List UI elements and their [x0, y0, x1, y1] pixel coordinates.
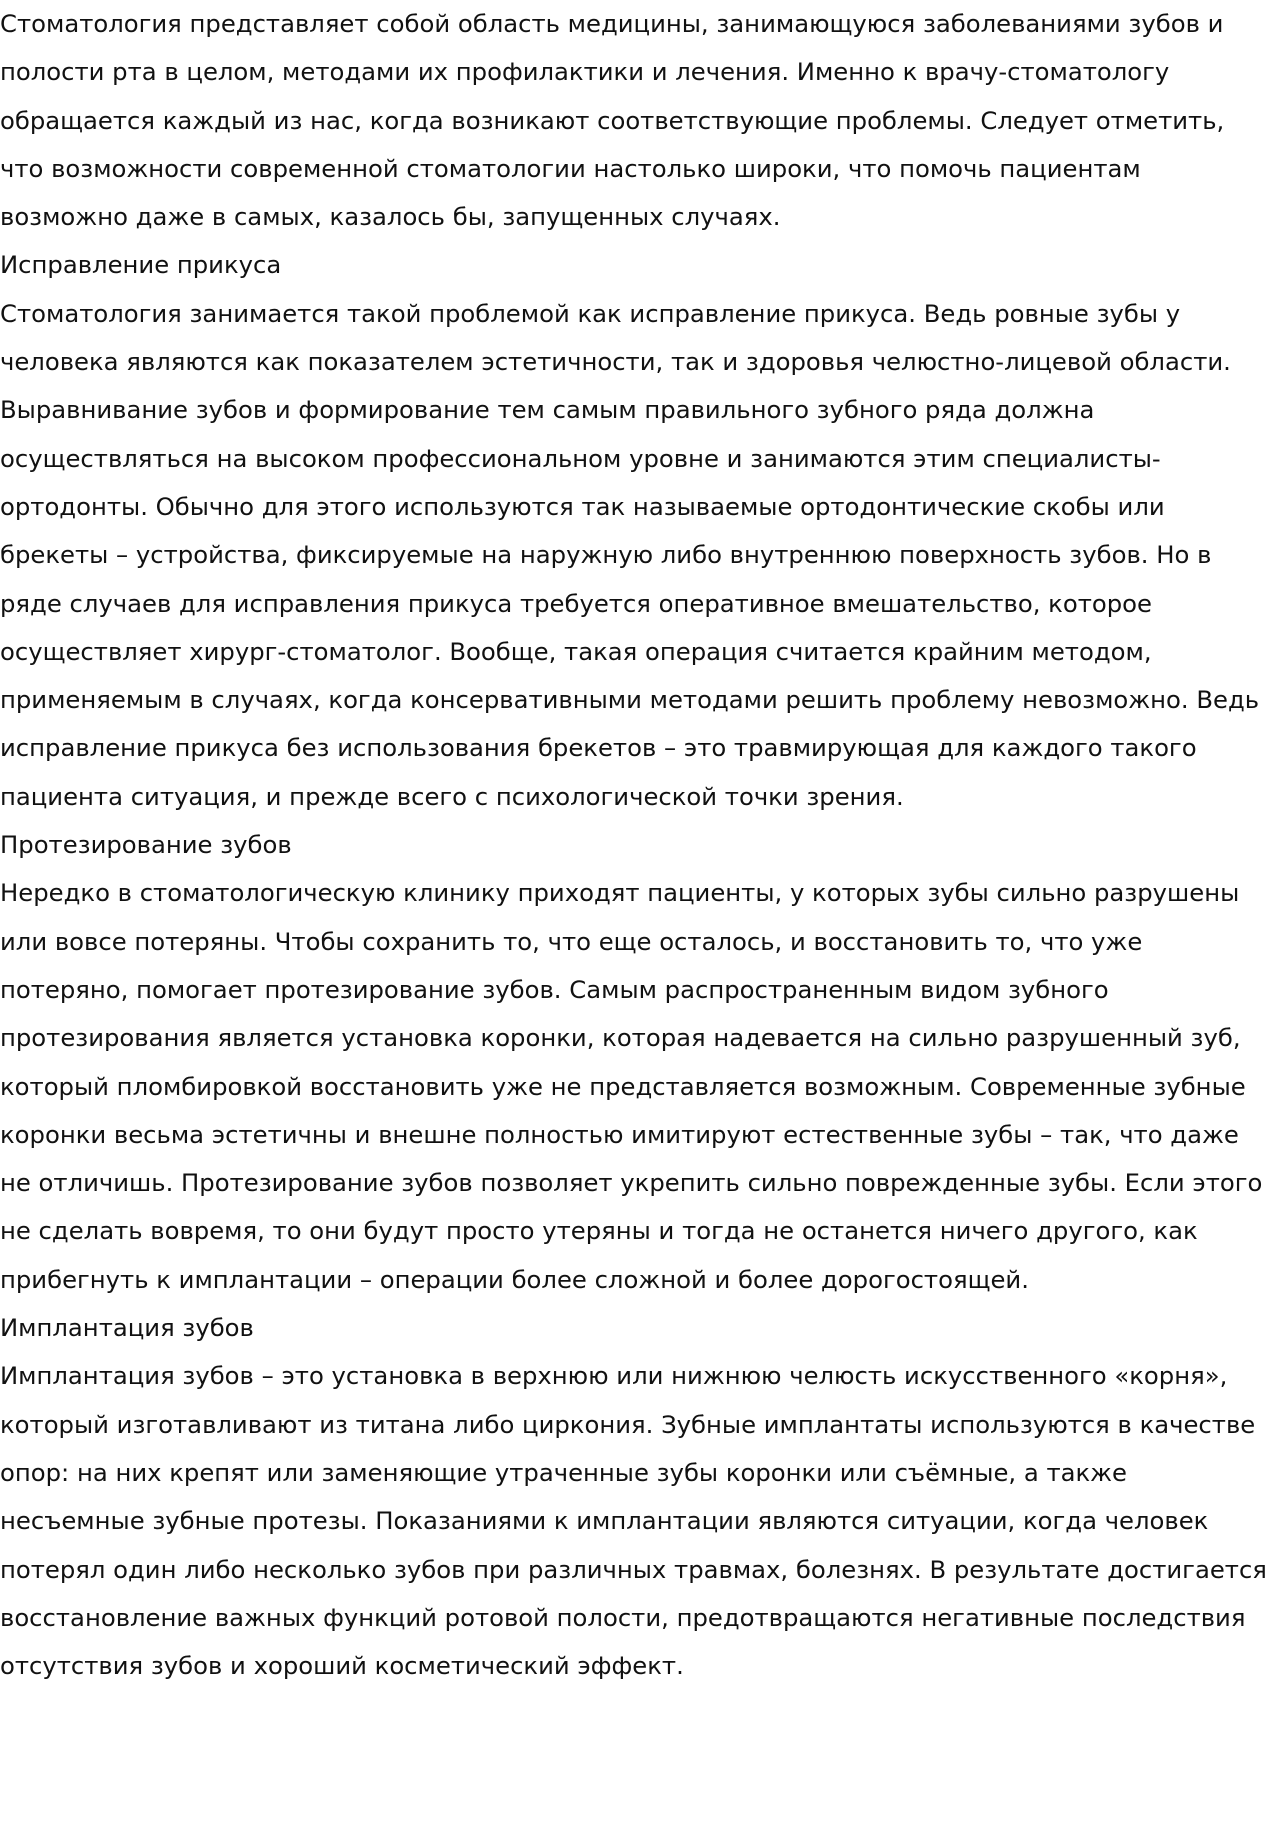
- section-heading-prosthetics: Протезирование зубов: [0, 830, 292, 860]
- section-text-implantation: Имплантация зубов – это установка в верхнюю или нижнюю челюсть искусственного «корня», который изготавливают из титана либо циркония. Зубные имплантаты используются в качестве опор: на них крепят или заменяющие утраченные зубы коронки или съёмные, а также несъемные зубные протезы. Показаниями к имплантации являются ситуации, когда человек потерял один либо несколько зубов при различных травмах, болезнях. В результате достигается восстановление важных функций ротовой полости, предотвращаются негативные последствия отсутствия зубов и хороший косметический эффект.: [0, 1361, 1267, 1681]
- section-text-bite-correction: Стоматология занимается такой проблемой как исправление прикуса. Ведь ровные зубы у человека являются как показателем эстетичности, так и здоровья челюстно-лицевой области. Выравнивание зубов и формирование тем самым правильного зубного ряда должна осуществляться на высоком профессиональном уровне и занимаются этим специалисты-ортодонты. Обычно для этого используются так называемые ортодонтические скобы или брекеты – устройства, фиксируемые на наружную либо внутреннюю поверхность зубов. Но в ряде случаев для исправления прикуса требуется оперативное вмешательство, которое осуществляет хирург-стоматолог. Вообще, такая операция считается крайним методом, применяемым в случаях, когда консервативными методами решить проблему невозможно. Ведь исправление прикуса без использования брекетов – это травмирующая для каждого такого пациента ситуация, и прежде всего с психологической точки зрения.: [0, 298, 1260, 811]
- section-text-prosthetics: Нередко в стоматологическую клинику приходят пациенты, у которых зубы сильно разрушены или вовсе потеряны. Чтобы сохранить то, что еще осталось, и восстановить то, что уже потеряно, помогает протезирование зубов. Самым распространенным видом зубного протезирования является установка коронки, которая надевается на сильно разрушенный зуб, который пломбировкой восстановить уже не представляется возможным. Современные зубные коронки весьма эстетичны и внешне полностью имитируют естественные зубы – так, что даже не отличишь. Протезирование зубов позволяет укрепить сильно поврежденные зубы. Если этого не сделать вовремя, то они будут просто утеряны и тогда не останется ничего другого, как прибегнуть к имплантации – операции более сложной и более дорогостоящей.: [0, 878, 1263, 1294]
- section-heading-implantation: Имплантация зубов: [0, 1313, 254, 1343]
- intro-paragraph: Стоматология представляет собой область медицины, занимающуюся заболеваниями зубов и полости рта в целом, методами их профилактики и лечения. Именно к врачу-стоматологу обращается каждый из нас, когда возникают соответствующие проблемы. Следует отметить, что возможности современной стоматологии настолько широки, что помочь пациентам возможно даже в самых, казалось бы, запущенных случаях.: [0, 9, 1225, 232]
- section-heading-bite-correction: Исправление прикуса: [0, 250, 282, 280]
